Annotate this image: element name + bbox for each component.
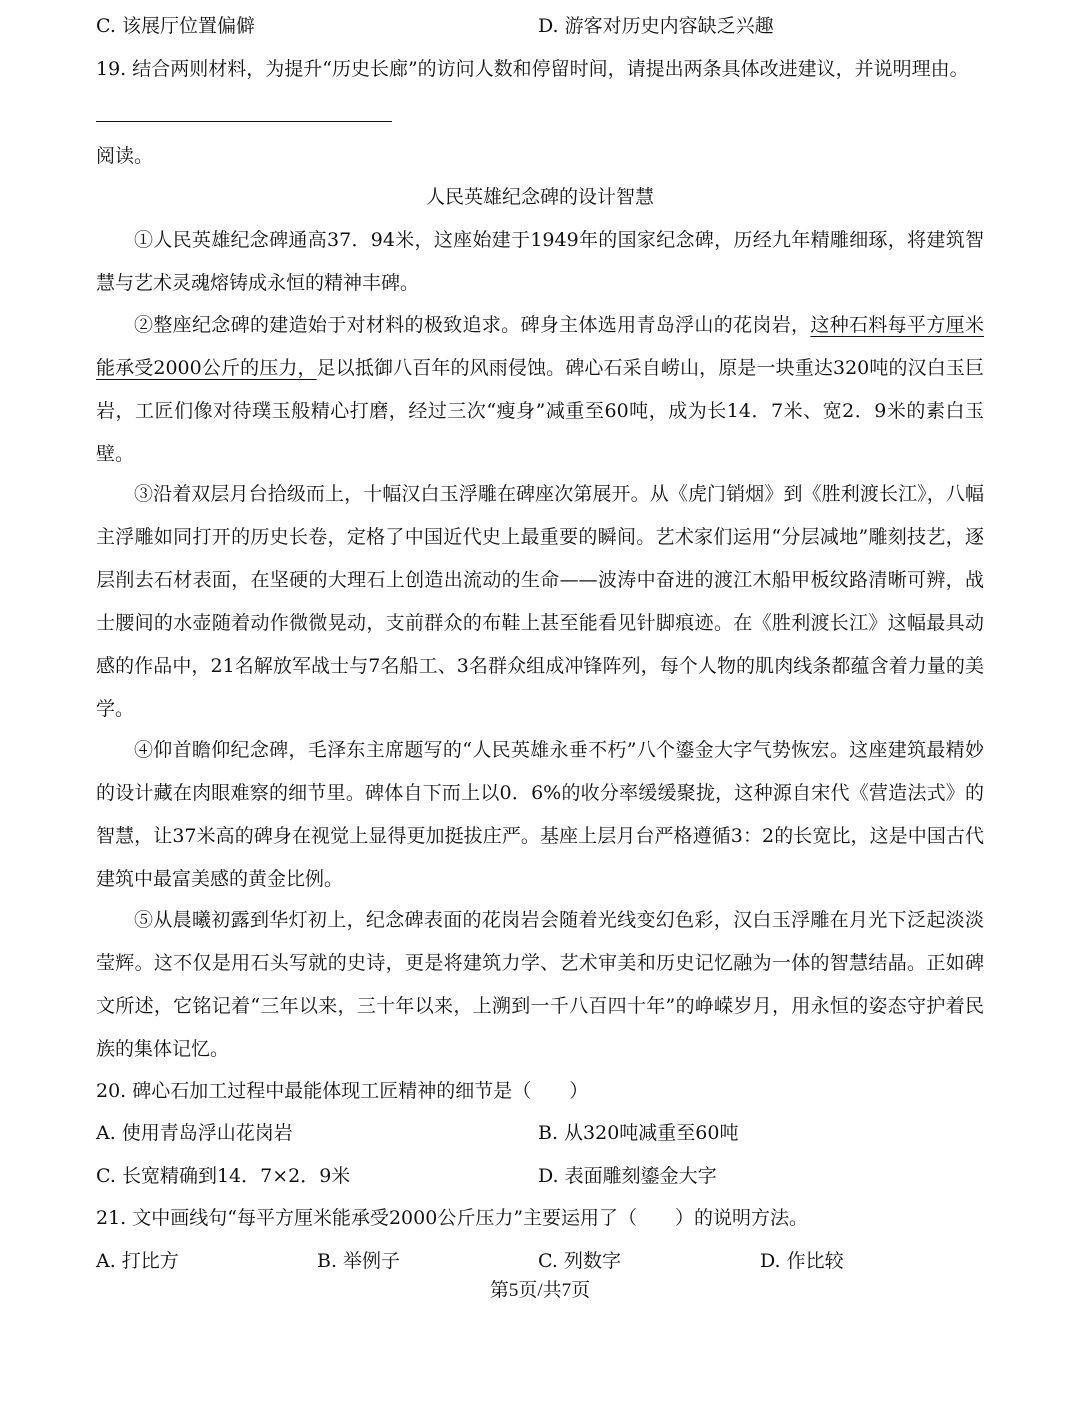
q18-option-c: C. 该展厅位置偏僻 <box>96 15 255 37</box>
paragraph-2-text-after: 足以抵御八百年的风雨侵蚀。碑心石采自崂山，原是一块重达320吨的汉白玉巨岩，工匠们像对待璞玉般精心打磨，经过三次“瘦身”减重至60吨，成为长14．7米、宽2．9米的素白玉壁。 <box>96 357 984 465</box>
q19-stem: 19. 结合两则材料，为提升“历史长廊”的访问人数和停留时间，请提出两条具体改进建议，并说明理由。 <box>96 58 969 80</box>
underlined-sentence: 这种石料每平方厘米能承受2000公斤的压力， <box>96 314 984 379</box>
q21-stem: 21. 文中画线句“每平方厘米能承受2000公斤压力”主要运用了（ ）的说明方法。 <box>96 1207 809 1229</box>
q20-option-c: C. 长宽精确到14．7×2．9米 <box>96 1165 351 1187</box>
article-paragraph-4: ④仰首瞻仰纪念碑，毛泽东主席题写的“人民英雄永垂不朽”八个鎏金大字气势恢宏。这座建筑最精妙的设计藏在肉眼难察的细节里。碑体自下而上以0．6%的收分率缓缓聚拢，这种源自宋代《营造法式》的智慧，让37米高的碑身在视觉上显得更加挺拔庄严。基座上层月台严格遵循3：2的长宽比，这是中国古代建筑中最富美感的黄金比例。 <box>96 739 984 890</box>
article-paragraph-2 <box>96 304 984 476</box>
article-paragraph-3: ③沿着双层月台拾级而上，十幅汉白玉浮雕在碑座次第展开。从《虎门销烟》到《胜利渡长江》，八幅主浮雕如同打开的历史长卷，定格了中国近代史上最重要的瞬间。艺术家们运用“分层减地”雕刻技艺，逐层削去石材表面，在坚硬的大理石上创造出流动的生命——波涛中奋进的渡江木船甲板纹路清晰可辨，战士腰间的水壶随着动作微微晃动，支前群众的布鞋上甚至能看见针脚痕迹。在《胜利渡长江》这幅最具动感的作品中，21名解放军战士与7名船工、3名群众组成冲锋阵列，每个人物的肌肉线条都蕴含着力量的美学。 <box>96 483 984 720</box>
q21-option-c: C. 列数字 <box>538 1250 621 1272</box>
q20-option-b: B. 从320吨减重至60吨 <box>538 1122 739 1144</box>
article-paragraph-5: ⑤从晨曦初露到华灯初上，纪念碑表面的花岗岩会随着光线变幻色彩，汉白玉浮雕在月光下泛起淡淡莹辉。这不仅是用石头写就的史诗，更是将建筑力学、艺术审美和历史记忆融为一体的智慧结晶。正如碑文所述，它铭记着“三年以来，三十年以来，上溯到一千八百四十年”的峥嵘岁月，用永恒的姿态守护着民族的集体记忆。 <box>96 909 984 1060</box>
q20-option-a: A. 使用青岛浮山花岗岩 <box>96 1122 293 1144</box>
q21-option-b: B. 举例子 <box>317 1250 401 1272</box>
article-paragraph-1: ①人民英雄纪念碑通高37．94米，这座始建于1949年的国家纪念碑，历经九年精雕细琢，将建筑智慧与艺术灵魂熔铸成永恒的精神丰碑。 <box>96 229 984 294</box>
paragraph-2-text-before: ②整座纪念碑的建造始于对材料的极致追求。碑身主体选用青岛浮山的花岗岩， <box>134 314 811 336</box>
article-title: 人民英雄纪念碑的设计智慧 <box>425 186 654 208</box>
q20-option-d: D. 表面雕刻鎏金大字 <box>538 1165 717 1187</box>
q19-answer-line <box>96 121 392 122</box>
q21-option-d: D. 作比较 <box>760 1250 844 1272</box>
page-number: 第5页/共7页 <box>489 1280 591 1301</box>
q18-option-d: D. 游客对历史内容缺乏兴趣 <box>538 15 774 37</box>
q20-stem: 20. 碑心石加工过程中最能体现工匠精神的细节是（ ） <box>96 1080 589 1102</box>
reading-intro: 阅读。 <box>96 145 154 167</box>
q21-option-a: A. 打比方 <box>96 1250 179 1272</box>
